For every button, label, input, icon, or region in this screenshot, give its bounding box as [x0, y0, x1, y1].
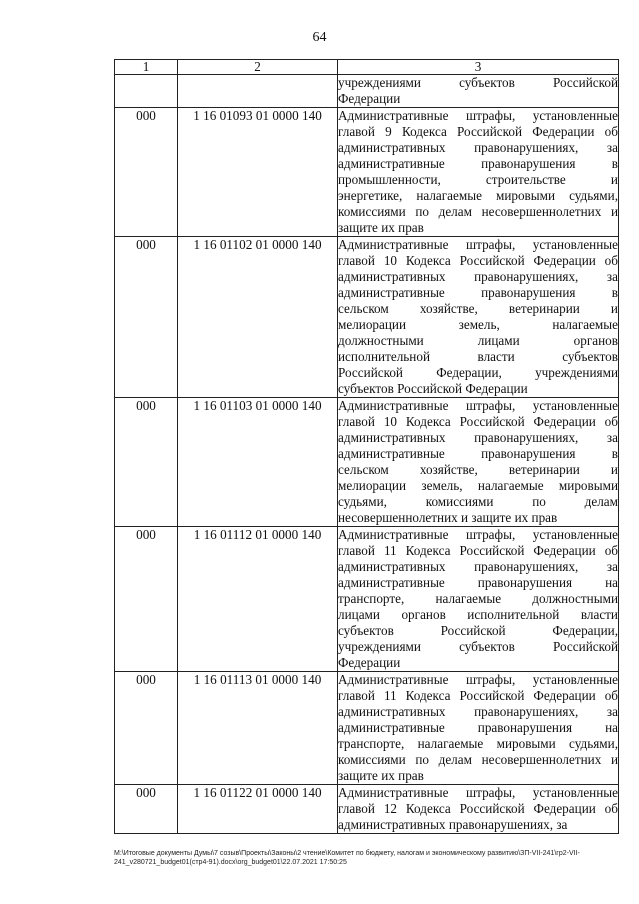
footer-line-2: 241_v280721_budget01(стр4-91).docx\org_budget01\22.07.2021 17:50:25 [114, 859, 347, 866]
description-line: административных правонарушениях, за [338, 559, 618, 574]
admin-code-cell: 000 [115, 237, 178, 398]
description-line: промышленности, строительстве и [338, 172, 618, 187]
table-body [115, 75, 619, 834]
description-cell [338, 108, 619, 237]
table-row [115, 108, 619, 237]
description-cell [338, 237, 619, 398]
description-line: субъектов Российской Федерации [338, 381, 528, 396]
description-line: Административные штрафы, установленные [338, 237, 618, 252]
description-line: административных правонарушениях, за [338, 704, 618, 719]
budget-code-cell: 1 16 01113 01 0000 140 [178, 672, 338, 785]
admin-code-cell: 000 [115, 785, 178, 834]
admin-code-cell: 000 [115, 108, 178, 237]
description-cell [338, 785, 619, 834]
description-line: Российской Федерации, учреждениями [338, 365, 618, 380]
description-line: Административные штрафы, установленные [338, 672, 618, 687]
budget-classification-table [114, 59, 619, 834]
table-row [115, 75, 619, 108]
description-line: сельском хозяйстве, ветеринарии и [338, 301, 618, 316]
description-line: комиссиями по делам несовершеннолетних и [338, 752, 618, 767]
description-line: энергетике, налагаемые мировыми судьями, [338, 188, 618, 203]
table-row [115, 237, 619, 398]
description-line: главой 10 Кодекса Российской Федерации об [338, 253, 618, 268]
file-path-footer [114, 849, 619, 867]
description-line: главой 11 Кодекса Российской Федерации об [338, 543, 618, 558]
table-header-row [115, 60, 619, 75]
budget-code-cell [178, 75, 338, 108]
description-line: мелиорации земель, налагаемые мировыми [338, 478, 618, 493]
description-line: несовершеннолетних и защите их прав [338, 510, 558, 525]
admin-code-cell [115, 75, 178, 108]
description-line: Федерации [338, 91, 401, 106]
description-line: Административные штрафы, установленные [338, 398, 618, 413]
header-col-3: 3 [338, 60, 619, 75]
description-line: транспорте, налагаемые должностными [338, 591, 618, 606]
admin-code-cell: 000 [115, 672, 178, 785]
table-row [115, 785, 619, 834]
description-line: административных правонарушениях, за [338, 430, 618, 445]
description-cell [338, 398, 619, 527]
description-line: судьями, комиссиями по делам [338, 494, 618, 509]
description-line: главой 9 Кодекса Российской Федерации об [338, 124, 618, 139]
description-line: лицами органов исполнительной власти [338, 607, 618, 622]
budget-code-cell: 1 16 01102 01 0000 140 [178, 237, 338, 398]
budget-code-cell: 1 16 01093 01 0000 140 [178, 108, 338, 237]
description-line: учреждениями субъектов Российской [338, 639, 618, 654]
header-col-2: 2 [178, 60, 338, 75]
header-col-1: 1 [115, 60, 178, 75]
description-line: административные правонарушения в [338, 156, 618, 171]
description-line: должностными лицами органов [338, 333, 618, 348]
description-line: административные правонарушения на [338, 575, 618, 590]
budget-code-cell: 1 16 01122 01 0000 140 [178, 785, 338, 834]
table-row [115, 672, 619, 785]
description-line: защите их прав [338, 768, 424, 783]
description-line: Административные штрафы, установленные [338, 785, 618, 800]
admin-code-cell: 000 [115, 398, 178, 527]
budget-code-cell: 1 16 01112 01 0000 140 [178, 527, 338, 672]
description-line: административные правонарушения в [338, 285, 618, 300]
description-line: субъектов Российской Федерации, [338, 623, 618, 638]
description-line: исполнительной власти субъектов [338, 349, 618, 364]
description-line: комиссиями по делам несовершеннолетних и [338, 204, 618, 219]
description-line: административных правонарушениях, за [338, 269, 618, 284]
description-cell [338, 527, 619, 672]
description-line: Федерации [338, 655, 401, 670]
description-line: мелиорации земель, налагаемые [338, 317, 618, 332]
description-line: административных правонарушениях, за [338, 817, 568, 832]
table-row [115, 527, 619, 672]
description-cell [338, 75, 619, 108]
description-line: Административные штрафы, установленные [338, 527, 618, 542]
description-line: главой 10 Кодекса Российской Федерации об [338, 414, 618, 429]
table-row [115, 398, 619, 527]
description-line: транспорте, налагаемые мировыми судьями, [338, 736, 618, 751]
description-line: административных правонарушениях, за [338, 140, 618, 155]
admin-code-cell: 000 [115, 527, 178, 672]
description-line: административные правонарушения в [338, 446, 618, 461]
page-number: 64 [312, 30, 327, 45]
description-cell [338, 672, 619, 785]
description-line: защите их прав [338, 220, 424, 235]
footer-line-1: M:\Итоговые документы Думы\7 созыв\Проекты\Законы\2 чтение\Комитет по бюджету, налогам и экономическому развитию\ЗП-VII-241\гр2-VII- [114, 850, 580, 857]
budget-code-cell: 1 16 01103 01 0000 140 [178, 398, 338, 527]
description-line: главой 11 Кодекса Российской Федерации об [338, 688, 618, 703]
description-line: Административные штрафы, установленные [338, 108, 618, 123]
description-line: сельском хозяйстве, ветеринарии и [338, 462, 618, 477]
description-line: главой 12 Кодекса Российской Федерации об [338, 801, 618, 816]
description-line: учреждениями субъектов Российской [338, 75, 618, 90]
description-line: административные правонарушения на [338, 720, 618, 735]
